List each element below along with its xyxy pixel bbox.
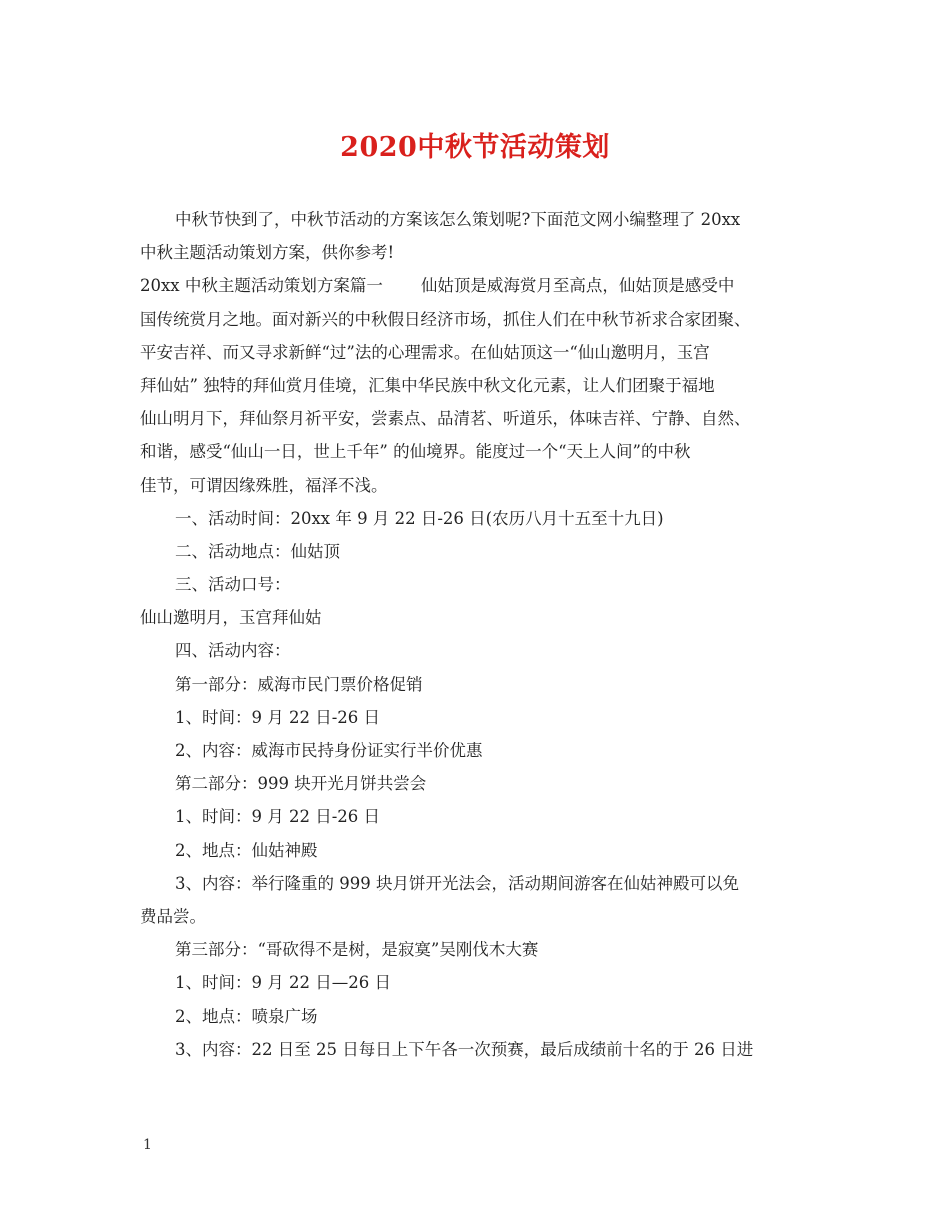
- list-item: 1、时间：9 月 22 日-26 日: [175, 707, 381, 727]
- paragraph-line: [140, 269, 830, 302]
- list-item: 2、地点：仙姑神殿: [175, 840, 318, 860]
- section-heading: 20xx 中秋主题活动策划方案篇一: [140, 276, 383, 296]
- page-title: 2020中秋节活动策划: [340, 132, 610, 163]
- list-item: 2、地点：喷泉广场: [175, 1006, 318, 1026]
- part-three-heading: 第三部分：“哥砍得不是树，是寂寞”吴刚伐木大赛: [175, 940, 539, 960]
- list-item-continuation: 费品尝。: [140, 906, 206, 926]
- paragraph-line: 平安吉祥、而又寻求新鲜“过”法的心理需求。在仙姑顶这一“仙山邀明月，玉宫: [140, 342, 710, 362]
- paragraph-line: 和谐，感受“仙山一日，世上千年” 的仙境界。能度过一个“天上人间”的中秋: [140, 442, 691, 462]
- activity-content-heading: 四、活动内容：: [175, 641, 291, 661]
- activity-time-line: 一、活动时间：20xx 年 9 月 22 日-26 日(农历八月十五至十九日): [175, 508, 664, 528]
- list-item: 3、内容：举行隆重的 999 块月饼开光法会，活动期间游客在仙姑神殿可以免: [175, 873, 739, 893]
- list-item: 1、时间：9 月 22 日-26 日: [175, 807, 381, 827]
- paragraph-line: 拜仙姑” 独特的拜仙赏月佳境，汇集中华民族中秋文化元素，让人们团聚于福地: [140, 375, 715, 395]
- list-item: 3、内容：22 日至 25 日每日上下午各一次预赛，最后成绩前十名的于 26 日进: [175, 1039, 754, 1059]
- body-text: [140, 203, 830, 1066]
- activity-slogan-heading: 三、活动口号：: [175, 575, 291, 595]
- list-item: 1、时间：9 月 22 日—26 日: [175, 973, 391, 993]
- paragraph-line: 中秋节快到了，中秋节活动的方案该怎么策划呢?下面范文网小编整理了 20xx: [175, 210, 741, 229]
- paragraph-line: 中秋主题活动策划方案，供你参考!: [140, 243, 395, 263]
- part-two-heading: 第二部分：999 块开光月饼共尝会: [175, 774, 427, 794]
- paragraph-line: 佳节，可谓因缘殊胜，福泽不浅。: [140, 475, 388, 495]
- paragraph-line: 国传统赏月之地。面对新兴的中秋假日经济市场，抓住人们在中秋节祈求合家团聚、: [140, 309, 751, 329]
- part-one-heading: 第一部分：威海市民门票价格促销: [175, 674, 423, 694]
- list-item: 2、内容：威海市民持身份证实行半价优惠: [175, 741, 483, 760]
- paragraph-text: 仙姑顶是威海赏月至高点，仙姑顶是感受中: [420, 276, 735, 296]
- page-number: 1: [143, 1137, 152, 1153]
- activity-slogan: 仙山邀明月，玉宫拜仙姑: [140, 608, 322, 628]
- activity-location-line: 二、活动地点：仙姑顶: [175, 541, 340, 561]
- paragraph-line: 仙山明月下，拜仙祭月祈平安，尝素点、品清茗、听道乐，体味吉祥、宁静、自然、: [140, 409, 751, 429]
